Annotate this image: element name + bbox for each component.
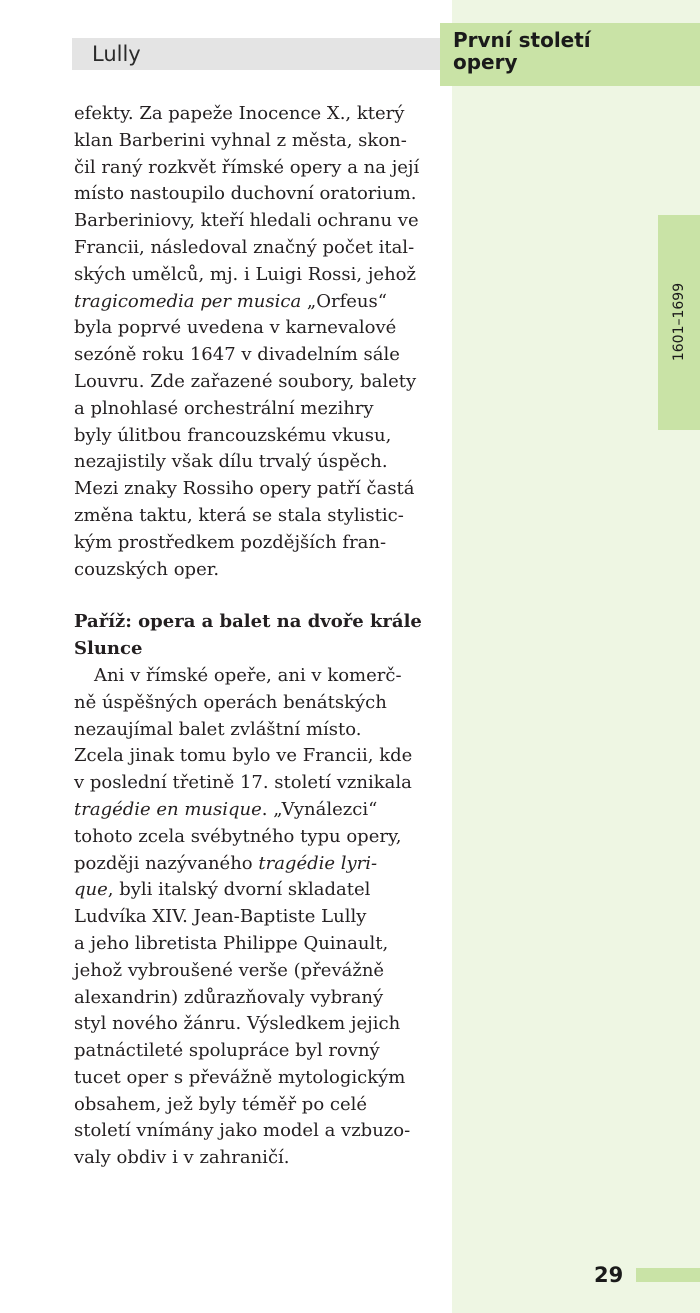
text-line: nezajistily však dílu trvalý úspěch. (74, 451, 388, 473)
chapter-title-line1: První století (453, 28, 591, 52)
text-line: Francii, následoval značný počet ital- (74, 236, 415, 258)
text-line: byla poprvé uvedena v karnevalové (74, 317, 397, 339)
text-fragment: později nazývaného (74, 852, 259, 874)
text-line: ně úspěšných operách benátských (74, 691, 387, 713)
italic-term: que (74, 879, 108, 901)
page-number: 29 (594, 1263, 624, 1287)
text-line: čil raný rozkvět římské opery a na její (74, 156, 420, 178)
text-line: styl nového žánru. Výsledkem jejich (74, 1013, 401, 1035)
text-line: tucet oper s převážně mytologickým (74, 1066, 406, 1088)
era-tab (658, 215, 700, 430)
text-line: místo nastoupilo duchovní oratorium. (74, 183, 417, 205)
paragraph (74, 101, 446, 583)
italic-term: tragicomedia per musica (74, 290, 302, 312)
text-line: kým prostředkem pozdějších fran- (74, 531, 387, 553)
italic-term: tragédie lyri- (258, 852, 378, 874)
text-line: tohoto zcela svébytného typu opery, (74, 825, 402, 847)
running-header (72, 38, 440, 70)
text-line: sezóně roku 1647 v divadelním sále (74, 344, 400, 366)
right-margin-panel (452, 0, 700, 1313)
section-heading (74, 609, 446, 663)
text-line: a jeho libretista Philippe Quinault, (74, 932, 389, 954)
text-line: byly úlitbou francouzskému vkusu, (74, 424, 392, 446)
main-text-column (74, 101, 446, 1172)
text-line (74, 797, 446, 824)
text-line: jehož vybroušené verše (převážně (74, 959, 385, 981)
text-line: efekty. Za papeže Inocence X., který (74, 103, 405, 124)
text-line: alexandrin) zdůrazňovaly vybraný (74, 986, 384, 1008)
text-fragment: , byli italský dvorní skladatel (107, 879, 371, 901)
text-line (74, 877, 446, 904)
chapter-label (440, 23, 700, 86)
text-line: obsahem, jež byly téměř po celé (74, 1093, 368, 1115)
text-line: Barberiniovy, kteří hledali ochranu ve (74, 210, 419, 232)
text-line: couzských oper. (74, 558, 220, 580)
text-line: změna taktu, která se stala stylistic- (74, 504, 404, 526)
page-number-bar (636, 1268, 700, 1282)
italic-term: tragédie en musique (74, 798, 262, 820)
text-fragment: . „Vynálezci“ (261, 798, 378, 820)
text-line (74, 289, 446, 316)
text-line: klan Barberini vyhnal z města, skon- (74, 129, 407, 151)
running-title: Lully (92, 42, 141, 66)
text-line: Zcela jinak tomu bylo ve Francii, kde (74, 745, 413, 767)
text-line: Louvru. Zde zařazené soubory, balety (74, 370, 417, 392)
chapter-title-line2: opery (453, 50, 518, 74)
text-line: Mezi znaky Rossiho opery patří častá (74, 478, 415, 500)
text-line: nezaujímal balet zvláštní místo. (74, 718, 362, 740)
text-line: století vnímány jako model a vzbuzo- (74, 1120, 411, 1142)
text-line: v poslední třetině 17. století vznikala (74, 772, 412, 794)
heading-line: Slunce (74, 638, 143, 660)
text-line: Ludvíka XIV. Jean-Baptiste Lully (74, 906, 367, 928)
text-line: ských umělců, mj. i Luigi Rossi, jehož (74, 263, 416, 285)
text-line: Ani v římské opeře, ani v komerč- (94, 664, 402, 686)
era-label: 1601–1699 (671, 282, 687, 362)
heading-line: Paříž: opera a balet na dvoře krále (74, 611, 422, 633)
text-line (74, 851, 446, 878)
text-line: patnáctileté spolupráce byl rovný (74, 1040, 380, 1062)
text-line: a plnohlasé orchestrální mezihry (74, 397, 374, 419)
paragraph (74, 663, 446, 1172)
text-fragment: „Orfeus“ (301, 290, 387, 312)
text-line: valy obdiv i v zahraničí. (74, 1147, 290, 1169)
